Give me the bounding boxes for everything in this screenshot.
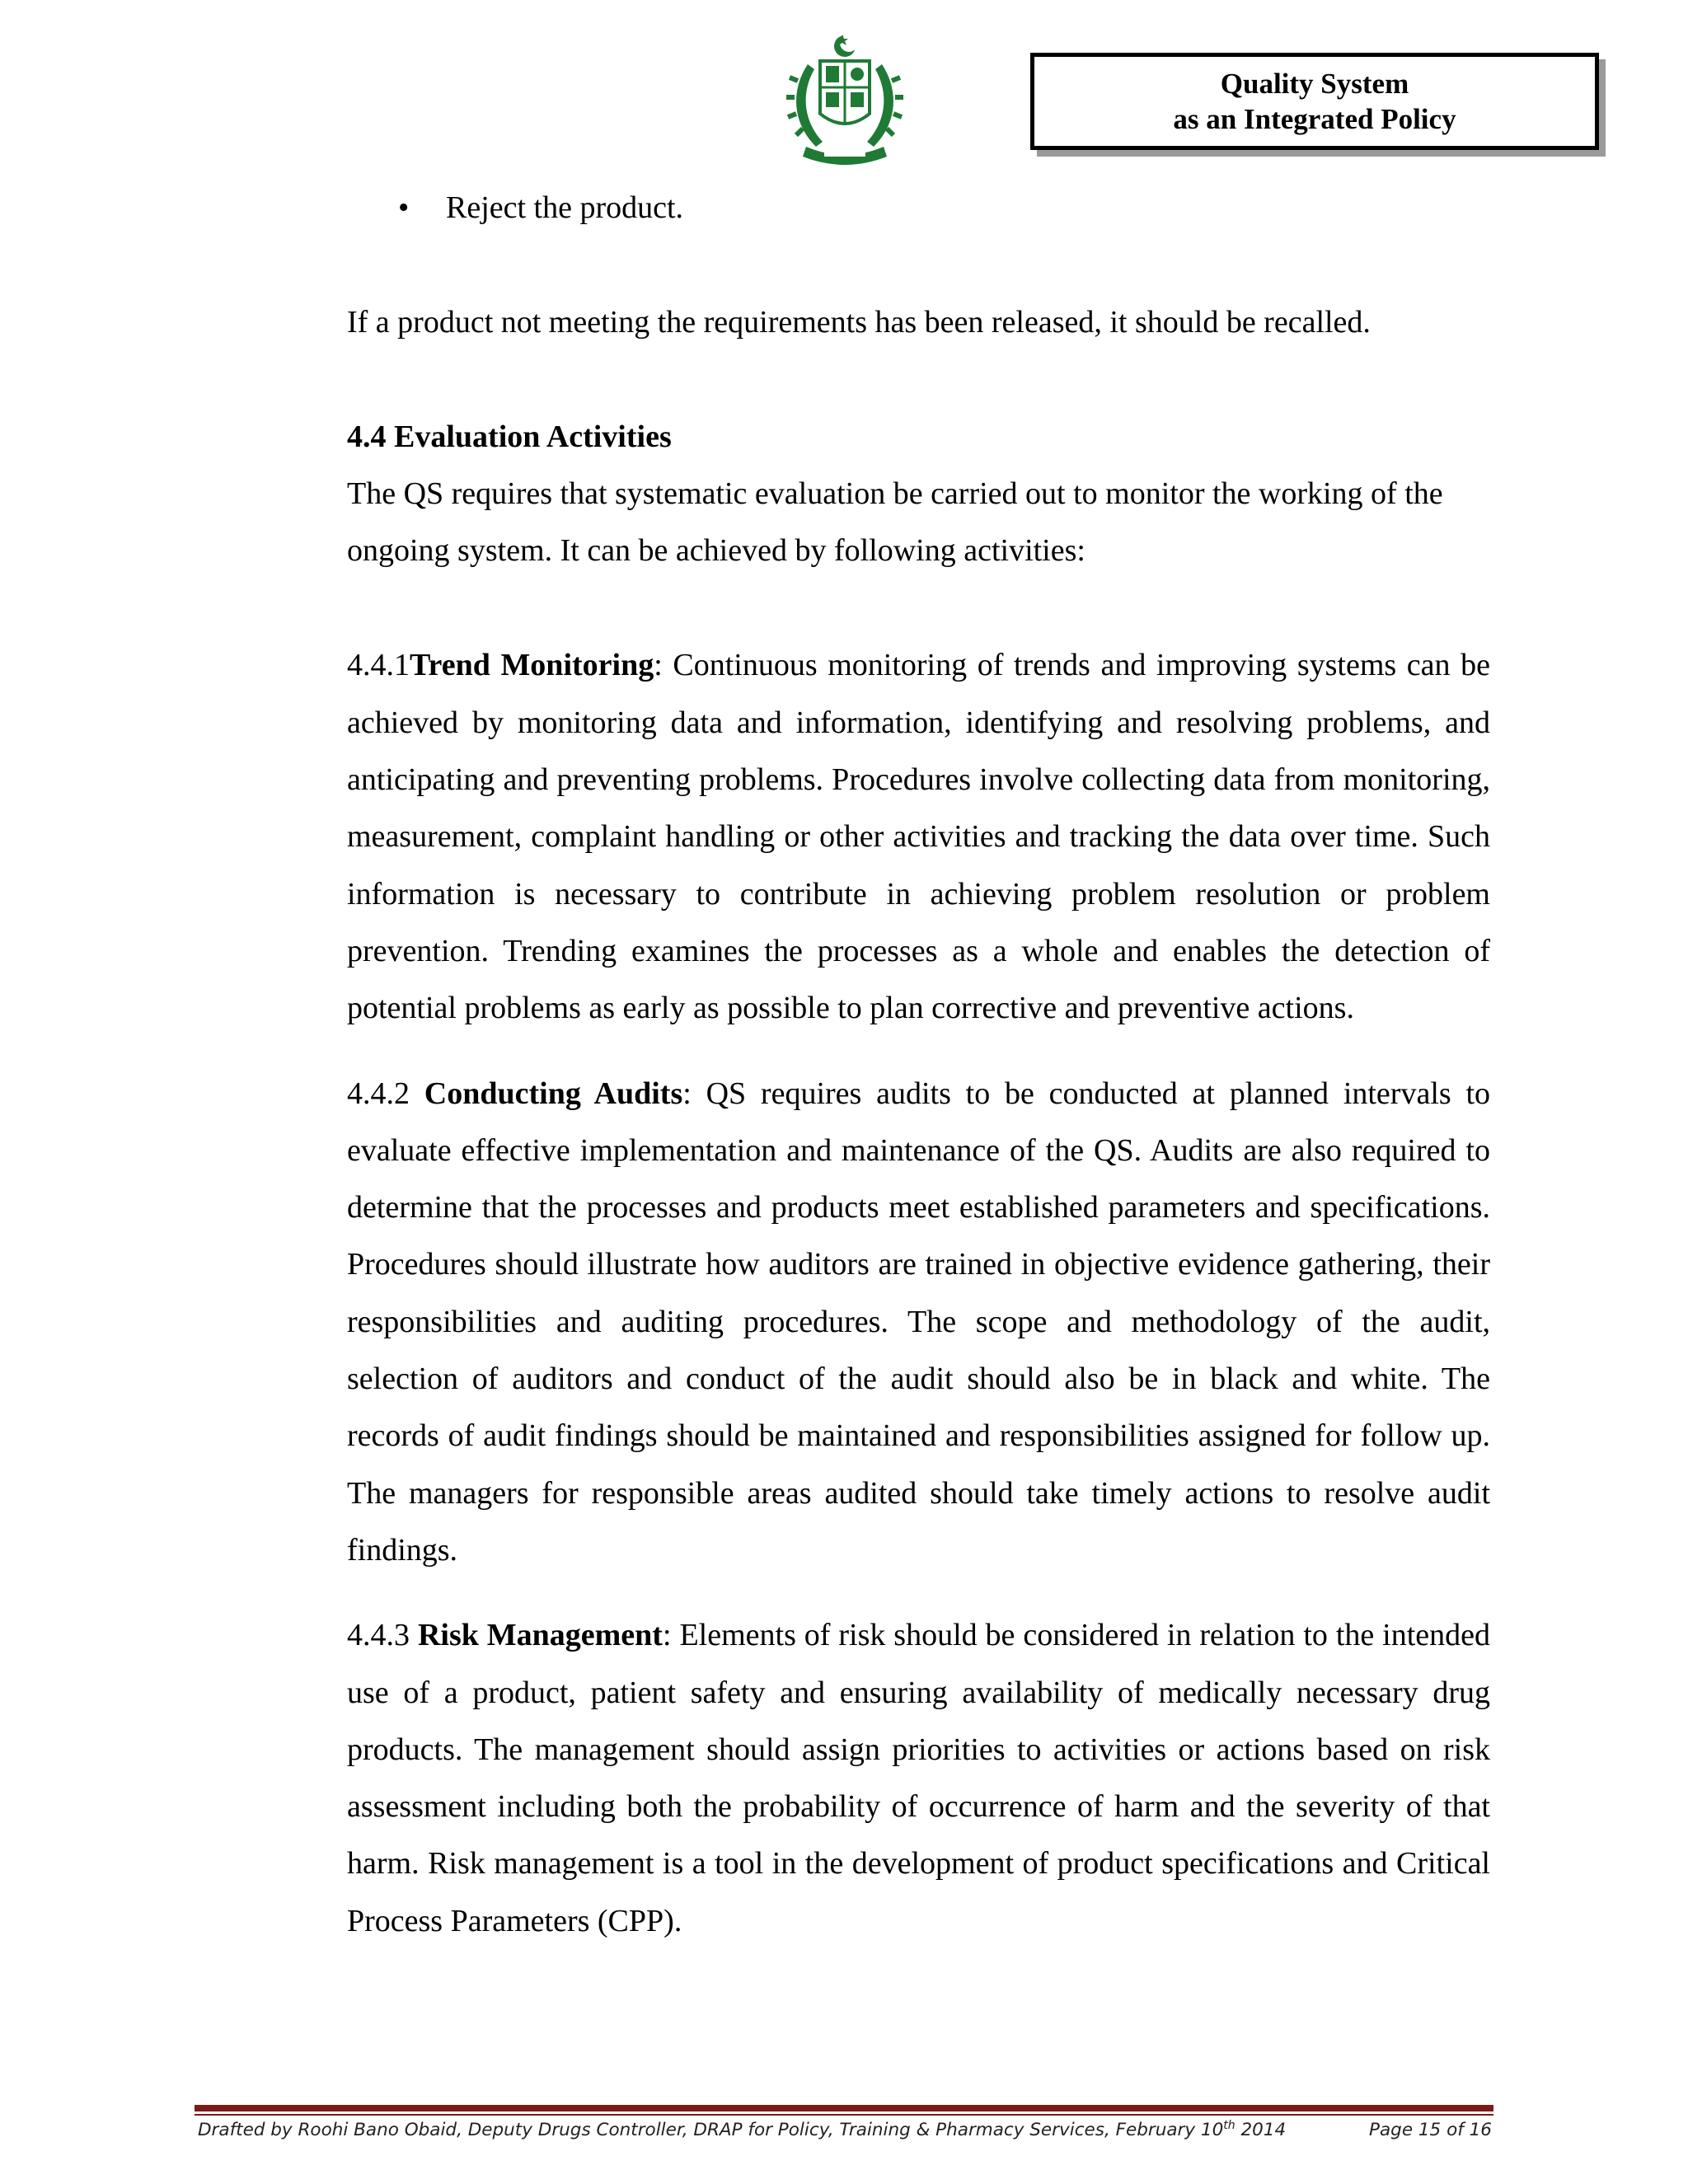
footer-year: 2014 [1235, 2120, 1287, 2140]
section-intro: The QS requires that systematic evaluation be carried out to monitor the working of the ongoing system. It can be achieved by following activities: [347, 476, 1443, 569]
item-title: Conducting Audits [424, 1076, 683, 1111]
page-number: Page 15 of 16 [1369, 2120, 1492, 2140]
document-body [347, 180, 1490, 1950]
item-number: 4.4.2 [347, 1076, 424, 1111]
emblem-icon [783, 31, 907, 173]
item-text: : Continuous monitoring of trends and improving systems can be achieved by monitoring data and information, identifying and resolving problems, and anticipating and preventing problems. Procedures involve collecting data from monitoring, measurement, complaint handling or other activities and tracking the data over time. Such information is necessary to contribute in achieving problem resolution or problem prevention. Trending examines the processes as a whole and enables the detection of potential problems as early as possible to plan corrective and preventive actions. [347, 648, 1490, 1026]
item-number: 4.4.1 [347, 648, 410, 683]
page-footer [198, 2120, 1492, 2140]
bullet-item [347, 180, 1490, 237]
item-text: : Elements of risk should be considered in relation to the intended use of a product, patient safety and ensuring availability of medically necessary drug products. The management should assign priorities to activities or actions based on risk assessment including both the probability of occurrence of harm and the severity of that harm. Risk management is a tool in the development of product specifications and Critical Process Parameters (CPP). [347, 1618, 1491, 1938]
item-risk-management [347, 1607, 1490, 1950]
item-text: : QS requires audits to be conducted at planned intervals to evaluate effective implementation and maintenance of the QS. Audits are also required to determine that the processes and products meet established parameters and specifications. Procedures should illustrate how auditors are trained in objective evidence gathering, their responsibilities and auditing procedures. The scope and methodology of the audit, selection of auditors and conduct of the audit should also be in black and white. The records of audit findings should be maintained and responsibilities assigned for follow up. The managers for responsible areas audited should take timely actions to resolve audit findings. [347, 1076, 1490, 1568]
recall-sentence: If a product not meeting the requirements has been released, it should be recalled. [347, 305, 1371, 340]
header-title-box [1030, 53, 1599, 150]
section-heading: 4.4 Evaluation Activities [347, 419, 672, 454]
item-title: Risk Management [417, 1618, 663, 1653]
bullet-text: Reject the product. [446, 190, 684, 225]
item-trend-monitoring [347, 637, 1490, 1037]
footer-rule [195, 2105, 1493, 2116]
header-title-line2: as an Integrated Policy [1173, 103, 1456, 135]
footer-date-suffix: th [1223, 2118, 1236, 2132]
item-number: 4.4.3 [347, 1618, 418, 1653]
government-emblem-logo [783, 31, 907, 173]
bullet-icon: • [398, 190, 410, 225]
footer-drafted-by: Drafted by Roohi Bano Obaid, Deputy Drugs Controller, DRAP for Policy, Training & Pharmacy Services, February 10 [198, 2120, 1224, 2140]
header-title-line1: Quality System [1220, 68, 1409, 100]
item-title: Trend Monitoring [410, 648, 654, 683]
item-conducting-audits [347, 1066, 1490, 1580]
